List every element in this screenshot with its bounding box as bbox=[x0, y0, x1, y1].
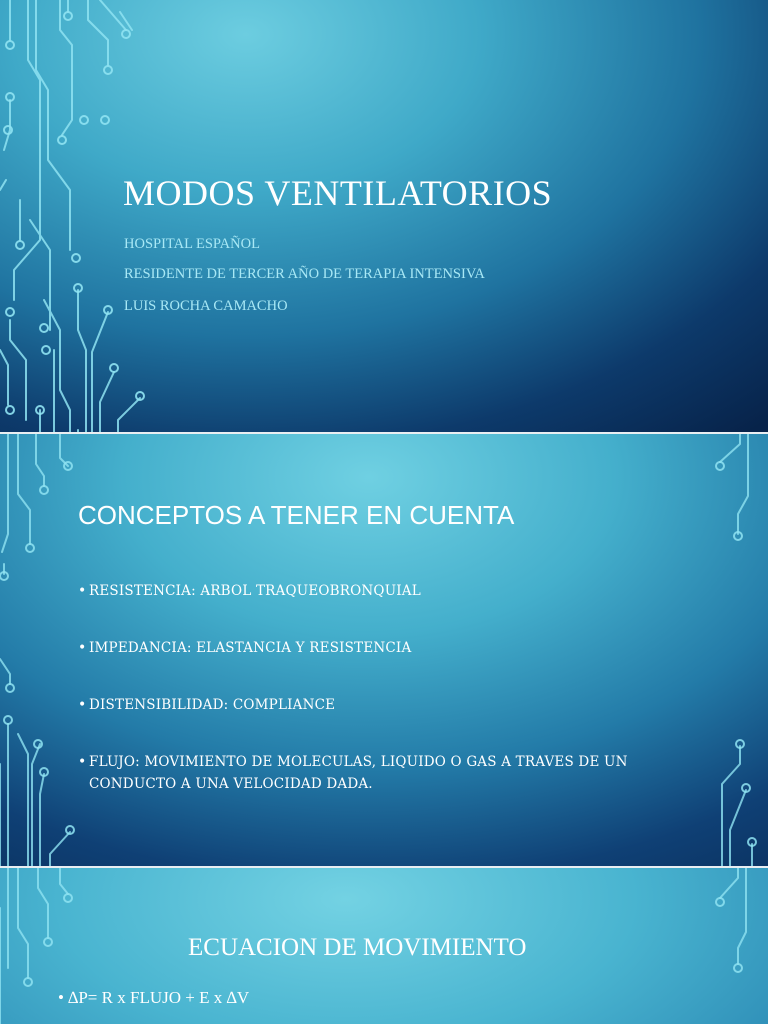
equation-list-item bbox=[58, 988, 249, 1008]
subtitle-author: LUIS ROCHA CAMACHO bbox=[124, 298, 288, 314]
bullet-icon: • bbox=[78, 640, 87, 656]
slide-title bbox=[0, 0, 768, 432]
slide-title-text: CONCEPTOS A TENER EN CUENTA bbox=[78, 500, 515, 530]
list-item bbox=[78, 694, 638, 716]
slide-equation bbox=[0, 868, 768, 1024]
bullet-icon: • bbox=[78, 697, 87, 713]
list-item bbox=[78, 637, 638, 659]
bullet-icon: • bbox=[78, 583, 87, 599]
bullet-icon: • bbox=[58, 988, 64, 1007]
circuit-board-icon bbox=[0, 0, 160, 432]
subtitle-resident: RESIDENTE DE TERCER AÑO DE TERAPIA INTENSIVA bbox=[124, 266, 485, 282]
equation-text: ∆P= R x FLUJO + E x ∆V bbox=[67, 988, 250, 1007]
bullet-text: DISTENSIBILIDAD: COMPLIANCE bbox=[89, 697, 336, 713]
list-item bbox=[78, 580, 638, 602]
subtitle-hospital: HOSPITAL ESPAÑOL bbox=[124, 236, 260, 252]
bullet-text: RESISTENCIA: ARBOL TRAQUEOBRONQUIAL bbox=[89, 583, 421, 599]
slide-concepts bbox=[0, 434, 768, 866]
bullet-text: FLUJO: MOVIMIENTO DE MOLECULAS, LIQUIDO O GAS A TRAVES DE UN CONDUCTO A UNA VELOCIDAD DADA. bbox=[89, 754, 628, 792]
list-item bbox=[78, 751, 638, 795]
bullet-icon: • bbox=[78, 754, 87, 770]
slide-title-text: ECUACION DE MOVIMIENTO bbox=[188, 934, 527, 961]
bullet-text: IMPEDANCIA: ELASTANCIA Y RESISTENCIA bbox=[89, 640, 412, 656]
slide-title-text: MODOS VENTILATORIOS bbox=[123, 173, 553, 213]
